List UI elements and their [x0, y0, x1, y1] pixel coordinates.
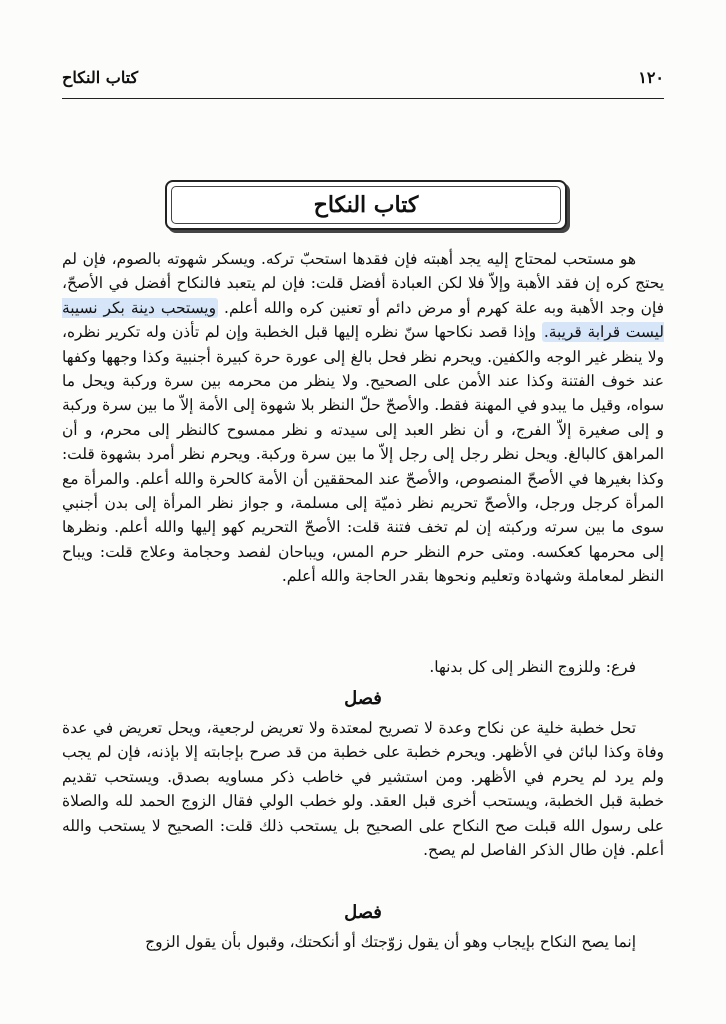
section-1-paragraph [62, 716, 664, 862]
section-heading-fasl-1: فصل [344, 688, 382, 709]
chapter-title-frame [165, 180, 567, 230]
section-2-text: إنما يصح النكاح بإيجاب وهو أن يقول زوّجتك أو أنكحتك، وقبول بأن يقول الزوج [145, 933, 636, 951]
main-text-part1: هو مستحب لمحتاج إليه يجد أهبته فإن فقدها استحبّ تركه. ويسكر شهوته بالصوم، فإن لم يحتج كره إن فقد الأهبة وإلاّ فلا لكن العبادة أفضل قلت: فإن لم يتعبد فالنكاح أفضل في الأصحّ، فإن وجد الأهبة وبه علة كهرم أو مرض دائم أو تعنين كره والله أعلم. [62, 250, 664, 317]
main-text-part2: وإذا قصد نكاحها سنّ نظره إليها قبل الخطبة وإن لم تأذن وله تكرير نظره، ولا ينظر غير الوجه والكفين. ويحرم نظر فحل بالغ إلى عورة حرة كبيرة أجنبية وكذا وجهها وكفها عند خوف الفتنة وكذا عند الأمن على الصحيح. ولا ينظر من محرمه بين سرة وركبة ويحل ما سواه، وقيل ما يبدو في المهنة فقط. والأصحّ حلّ النظر بلا شهوة إلى الأمة إلاّ ما بين سرة وركبة و إلى صغيرة إلاّ الفرج، و أن نظر العبد إلى سيدته و نظر ممسوح كالنظر إلى محرم، و أن المراهق كالبالغ. ويحل نظر رجل إلى رجل إلاّ ما بين سرة وركبة. ويحرم نظر أمرد بشهوة قلت: وكذا بغيرها في الأصحّ المنصوص، والأصحّ عند المحققين أن الأمة كالحرة والله أعلم. والمرأة مع المرأة كرجل ورجل، والأصحّ تحريم نظر ذميّة إلى مسلمة، و جواز نظر المرأة إلى بدن أجنبي سوى ما بين سرته وركبته إن لم تخف فتنة قلت: الأصحّ التحريم كهو إليها والله أعلم. ونظرها إلى محرمها كعكسه. ومتى حرم النظر حرم المس، ويباحان لفصد وحجامة وعلاج قلت: ويباح النظر لمعاملة وشهادة وتعليم ونحوها بقدر الحاجة والله أعلم. [62, 323, 664, 586]
running-book-title: كتاب النكاح [62, 68, 139, 87]
running-header [62, 68, 664, 94]
far-text: فرع: وللزوج النظر إلى كل بدنها. [429, 658, 636, 676]
highlighted-text[interactable]: ويستحب دينة بكر نسيبة ليست قرابة قريبة. [62, 298, 664, 342]
page-number: ١٢٠ [638, 68, 664, 87]
header-rule [62, 98, 664, 99]
section-1-text: تحل خطبة خلية عن نكاح وعدة لا تصريح لمعتدة ولا تعريض لرجعية، ويحل تعريض في عدة وفاة وكذا لبائن في الأظهر. ويحرم خطبة على خطبة من قد صرح بإجابته إلا بإذنه، فإن لم يجب ولم يرد لم يحرم في الأظهر. ومن استشير في خاطب ذكر مساويه بصدق. ويستحب تقديم خطبة قبل الخطبة، ويستحب أخرى قبل العقد. ولو خطب الولي فقال الزوج الحمد لله والصلاة على رسول الله قبلت صح النكاح على الصحيح بل يستحب ذلك قلت: الصحيح لا يستحب والله أعلم. فإن طال الذكر الفاصل لم يصح. [62, 719, 664, 860]
far-paragraph [62, 655, 664, 679]
section-heading-fasl-2: فصل [344, 902, 382, 923]
paragraph-text [62, 247, 664, 589]
chapter-title: كتاب النكاح [313, 192, 419, 218]
section-2-paragraph [62, 930, 664, 954]
main-paragraph [62, 247, 664, 589]
